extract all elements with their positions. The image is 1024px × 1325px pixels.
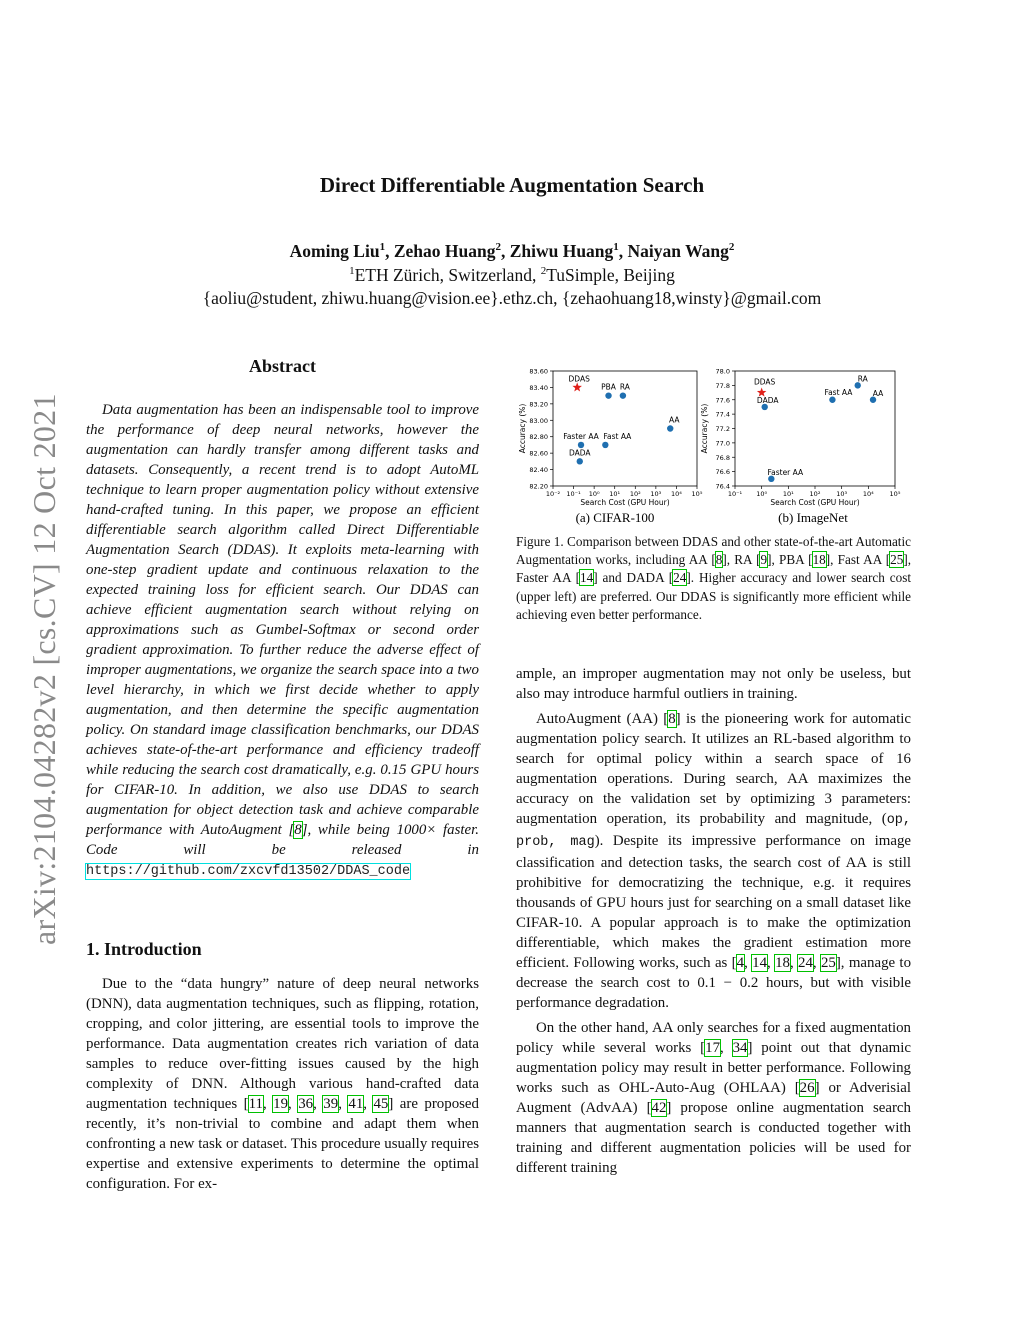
x-tick-label: 10¹ xyxy=(609,490,621,498)
citation-link[interactable]: 18 xyxy=(775,955,790,971)
x-tick-label: 10⁻¹ xyxy=(566,490,581,498)
data-point xyxy=(577,458,583,464)
figure-1-svg xyxy=(516,360,911,530)
body-text: ] point out that dynamic augmentation policy may result in better performance. Following works such as OHL-Auto-Aug (OHLAA) [ xyxy=(516,1040,911,1096)
citation-link[interactable]: 39 xyxy=(323,1096,339,1112)
citation-link[interactable]: 26 xyxy=(799,1080,815,1096)
caption-text: Figure 1. Comparison between DDAS and other state-of-the-art Automatic Augmentation works, including AA [ xyxy=(516,534,911,568)
citation-link[interactable]: 14 xyxy=(752,955,768,971)
y-tick-label: 83.20 xyxy=(529,400,548,409)
data-label: AA xyxy=(668,415,680,425)
abstract-text: Data augmentation has been an indispensable tool to improve the performance of deep neural networks, however the augmentation can hardly transfer among different tasks and datasets. Consequently, a recent trend is to adopt AutoML technique to learn proper augmentation policy without extensive hand-crafted tuning. In this paper, we propose an efficient differentiable search algorithm called Direct Differentiable Augmentation Search (DDAS). It exploits meta-learning with one-step gradient update and continuous relaxation to the expected training loss for efficient search. Our DDAS can achieve efficient augmentation search without relying on approximations such as Gumbel-Softmax or second order gradient approximation. To further reduce the adverse effect of improper augmentations, we organize the search space into a two level hierarchy, in which we first decide whether to apply augmentation, and then determine the specific augmentation policy. On standard image classification benchmarks, our DDAS achieves state-of-the-art performance and efficiency tradeoff while reducing the search cost dramatically, e.g. 0.15 GPU hours for CIFAR-10. In addition, we also use DDAS to search augmentation for object detection task and achieve comparable performance with AutoAugment [ xyxy=(86,402,479,838)
data-point xyxy=(605,392,611,398)
data-label: DDAS xyxy=(754,377,776,387)
code-link[interactable]: https://github.com/zxcvfd13502/DDAS_code xyxy=(86,864,411,879)
affiliation-2: TuSimple, Beijing xyxy=(546,265,675,285)
x-tick-label: 10³ xyxy=(650,490,662,498)
caption-text: ], PBA [ xyxy=(767,552,813,568)
citation-link[interactable]: 24 xyxy=(798,955,813,971)
x-tick-label: 10⁴ xyxy=(670,490,682,498)
x-tick-label: 10⁰ xyxy=(588,490,600,498)
section-heading: 1. Introduction xyxy=(86,939,202,959)
body-paragraph: On the other hand, AA only searches for a fixed augmentation policy while several works [17, 34] point out that dynamic augmentation policy may result in better performance. Following works such as OHL-Auto-Aug (OHLAA) [26] or Adverisial Augment (AdvAA) [42] propose online augmentation search manners that augmentation search is conducted together with training and different augmentation policies will be used for different training xyxy=(516,1020,911,1176)
data-label: RA xyxy=(857,374,868,384)
citation-link[interactable]: 41 xyxy=(348,1096,364,1112)
author-name: Zehao Huang xyxy=(393,241,496,261)
citation-link[interactable]: 24 xyxy=(673,570,687,586)
affiliation-1: ETH Zürich, Switzerland, xyxy=(354,265,541,285)
author-name: Zhiwu Huang xyxy=(509,241,614,261)
x-axis-label: Search Cost (GPU Hour) xyxy=(770,498,860,507)
citation-link[interactable]: 8 xyxy=(715,552,723,568)
data-point xyxy=(829,397,835,403)
citation-link[interactable]: 9 xyxy=(760,552,768,568)
citation-link[interactable]: 25 xyxy=(890,552,904,568)
author-emails: {aoliu@student, zhiwu.huang@vision.ee}.ethz.ch, {zehaohuang18,winsty}@gmail.com xyxy=(202,288,822,308)
caption-text: ], Faster AA [ xyxy=(516,552,912,586)
author-affil-mark: 2 xyxy=(728,241,735,254)
caption-text: ] and DADA [ xyxy=(593,570,674,586)
x-tick-label: 10¹ xyxy=(782,490,794,498)
subcaption-b: (b) ImageNet xyxy=(778,510,848,525)
y-tick-label: 82.20 xyxy=(529,482,548,491)
data-label: Faster AA xyxy=(563,431,599,441)
y-tick-label: 82.60 xyxy=(529,449,548,458)
y-tick-label: 83.40 xyxy=(529,383,548,392)
data-point xyxy=(602,442,608,448)
citation-link[interactable]: 18 xyxy=(812,552,826,568)
citation-link[interactable]: 36 xyxy=(298,1096,314,1112)
right-column-body xyxy=(516,664,911,1183)
citation-link[interactable]: 25 xyxy=(820,955,836,971)
data-label: Faster AA xyxy=(767,467,804,477)
body-text: ] is the pioneering work for automatic augmentation policy search. It utilizes an RL-based algorithm to search for optimal policy within a search space of 16 augmentation operations. During search, AA maximizes the accuracy on the validation set by optimizing 3 parameters: augmentation operation, its probability and magnitude, ( xyxy=(516,711,911,827)
figure-caption xyxy=(516,533,911,624)
abstract-body xyxy=(86,400,479,882)
caption-text: ]. Higher accuracy and lower search cost (upper left) are preferred. Our DDAS is significantly more efficient while achieving even better performance. xyxy=(516,570,911,622)
citation-link[interactable]: 4 xyxy=(736,955,745,971)
body-text: ], manage to decrease the search cost to 0.1 − 0.2 hours, but with visible performance degradation. xyxy=(516,955,912,1011)
y-tick-label: 82.80 xyxy=(529,433,548,442)
subcaption-a: (a) CIFAR-100 xyxy=(575,510,655,525)
citation-link[interactable]: 42 xyxy=(651,1100,667,1116)
affil-mark: 2 xyxy=(540,265,547,278)
data-label: Fast AA xyxy=(603,431,632,441)
data-point xyxy=(620,392,626,398)
y-tick-label: 83.00 xyxy=(529,416,548,425)
x-tick-label: 10⁵ xyxy=(889,490,901,498)
data-point xyxy=(578,442,584,448)
x-axis-label: Search Cost (GPU Hour) xyxy=(580,498,670,507)
data-point xyxy=(667,425,673,431)
chart-imagenet xyxy=(700,368,901,508)
body-text: ] are proposed recently, it’s non-trivial to combine and adapt them when confronting a new task or dataset. This procedure usually requires expertise and extensive experiments to determine the optimal configuration. For ex- xyxy=(86,1096,479,1192)
citation-link[interactable]: 19 xyxy=(273,1096,289,1112)
math-tuple: op, prob, mag xyxy=(516,813,911,850)
y-tick-label: 78.0 xyxy=(715,367,730,376)
author-name: Naiyan Wang xyxy=(627,241,729,261)
x-tick-label: 10² xyxy=(629,490,641,498)
abstract-text: ], while being 1000× faster. Code will be released in xyxy=(86,822,479,858)
y-tick-label: 76.6 xyxy=(715,468,730,477)
body-text: Due to the “data hungry” nature of deep neural networks (DNN), data augmentation techniques, such as flipping, rotation, cropping, and color jittering, are essential tools to improve the performance. Data augmentation creates rich variation of data samples to reduce over-fitting issues caused by the high complexity of DNN. Although various hand-crafted data augmentation techniques [ xyxy=(86,976,479,1112)
arxiv-sidebar xyxy=(26,393,66,985)
data-label: AA xyxy=(872,388,884,398)
data-point-star xyxy=(572,382,582,391)
caption-text: ], RA [ xyxy=(722,552,761,568)
plot-frame xyxy=(735,371,895,486)
abstract-heading: Abstract xyxy=(249,356,316,376)
y-tick-label: 82.40 xyxy=(529,466,548,475)
data-label: DADA xyxy=(568,448,591,458)
body-paragraph: ample, an improper augmentation may not only be useless, but also may introduce harmful outliers in training. xyxy=(516,666,911,702)
y-tick-label: 77.6 xyxy=(715,396,730,405)
body-paragraph: AutoAugment (AA) [8] is the pioneering work for automatic augmentation policy search. It utilizes an RL-based algorithm to search for optimal policy within a search space of 16 augmentation operations. During search, AA maximizes the accuracy on the validation set by optimizing 3 parameters: augmentation operation, its probability and magnitude, (op, prob, mag). Despite its impressive performance on image classification and detection tasks, the search cost of AA is still prohibitive for democratizing the technique, e.g. it requires thousands of GPU hours just for searching on a small dataset like CIFAR-10. A popular approach is to make the optimization differentiable, which makes the gradient estimation more efficient. Following works, such as [4, 14, 18, 24, 25], manage to decrease the search cost to 0.1 − 0.2 hours, but with visible performance degradation. xyxy=(516,711,912,1011)
body-text: ] propose online augmentation search manners that augmentation search is conducted together with training and different augmentation policies will be used for different training xyxy=(516,1100,911,1176)
x-tick-label: 10² xyxy=(809,490,821,498)
x-tick-label: 10⁻¹ xyxy=(727,490,743,498)
y-tick-label: 76.8 xyxy=(715,453,730,462)
figure-1 xyxy=(516,360,911,535)
y-tick-label: 83.60 xyxy=(529,367,548,376)
x-tick-label: 10³ xyxy=(836,490,848,498)
citation-link[interactable]: 45 xyxy=(373,1096,389,1112)
author-name: Aoming Liu xyxy=(289,241,380,261)
chart-cifar100 xyxy=(518,368,703,508)
citation-link[interactable]: 14 xyxy=(580,570,594,586)
affiliations xyxy=(0,265,1024,286)
data-label: Fast AA xyxy=(824,387,853,397)
body-text: ] or Adverisial Augment (AdvAA) [ xyxy=(516,1080,911,1116)
data-label: DADA xyxy=(756,395,779,405)
author-list: Aoming Liu$^1$, Zehao Huang$^2$, Zhiwu Huang$^1$, Naiyan Wang$^2$ xyxy=(289,241,735,261)
citation-link[interactable]: 8 xyxy=(668,711,676,727)
citation-link[interactable]: 34 xyxy=(732,1040,748,1056)
citation-link[interactable]: 17 xyxy=(705,1040,721,1056)
y-tick-label: 77.8 xyxy=(715,381,730,390)
author-affil-mark: 1 xyxy=(613,241,619,254)
body-text: On the other hand, AA only searches for a fixed augmentation policy while several works [ xyxy=(516,1020,911,1056)
x-tick-label: 10⁴ xyxy=(862,490,874,498)
y-axis-label: Accuracy (%) xyxy=(700,403,709,454)
y-tick-label: 77.4 xyxy=(715,410,730,419)
citation-link[interactable]: 11 xyxy=(248,1096,263,1112)
paper-title: Direct Differentiable Augmentation Search xyxy=(319,173,705,197)
data-label: RA xyxy=(619,382,630,392)
y-tick-label: 77.0 xyxy=(715,439,730,448)
author-affil-mark: 1 xyxy=(379,241,386,254)
arxiv-id: arXiv:2104.04282v2 [cs.CV] 12 Oct 2021 xyxy=(26,393,62,945)
body-text: ). Despite its impressive performance on image classification and detection tasks, the search cost of AA is still prohibitive for democratizing the technique, e.g. it requires thousands of GPU hours just for searching on a small dataset like CIFAR-10. A popular approach is to make the optimization differentiable, which makes the gradient estimation more efficient. Following works, such as [ xyxy=(516,833,911,971)
y-axis-label: Accuracy (%) xyxy=(518,403,527,454)
intro-paragraph: Due to the “data hungry” nature of deep neural networks (DNN), data augmentation techniques, such as flipping, rotation, cropping, and color jittering, are essential tools to improve the performance. Data augmentation creates rich variation of data samples to reduce over-fitting issues caused by the high complexity of DNN. Although various hand-crafted data augmentation techniques [11, 19, 36, 39, 41, 45] are proposed recently, it’s non-trivial to combine and adapt them when confronting a new task or dataset. This procedure usually requires expertise and extensive experiments to determine the optimal configuration. For ex- xyxy=(86,976,479,1192)
x-tick-label: 10⁰ xyxy=(756,490,768,498)
affil-mark: 1 xyxy=(349,265,355,278)
x-tick-label: 10⁵ xyxy=(691,490,703,498)
y-tick-label: 77.2 xyxy=(715,425,730,433)
data-label: PBA xyxy=(601,382,616,392)
citation-link[interactable]: 8 xyxy=(294,822,302,838)
caption-text: ], Fast AA [ xyxy=(825,552,891,568)
body-text: AutoAugment (AA) [ xyxy=(536,711,669,727)
data-label: DDAS xyxy=(568,374,590,384)
y-tick-label: 76.4 xyxy=(715,482,730,491)
author-affil-mark: 2 xyxy=(495,241,501,254)
x-tick-label: 10⁻² xyxy=(545,490,561,498)
